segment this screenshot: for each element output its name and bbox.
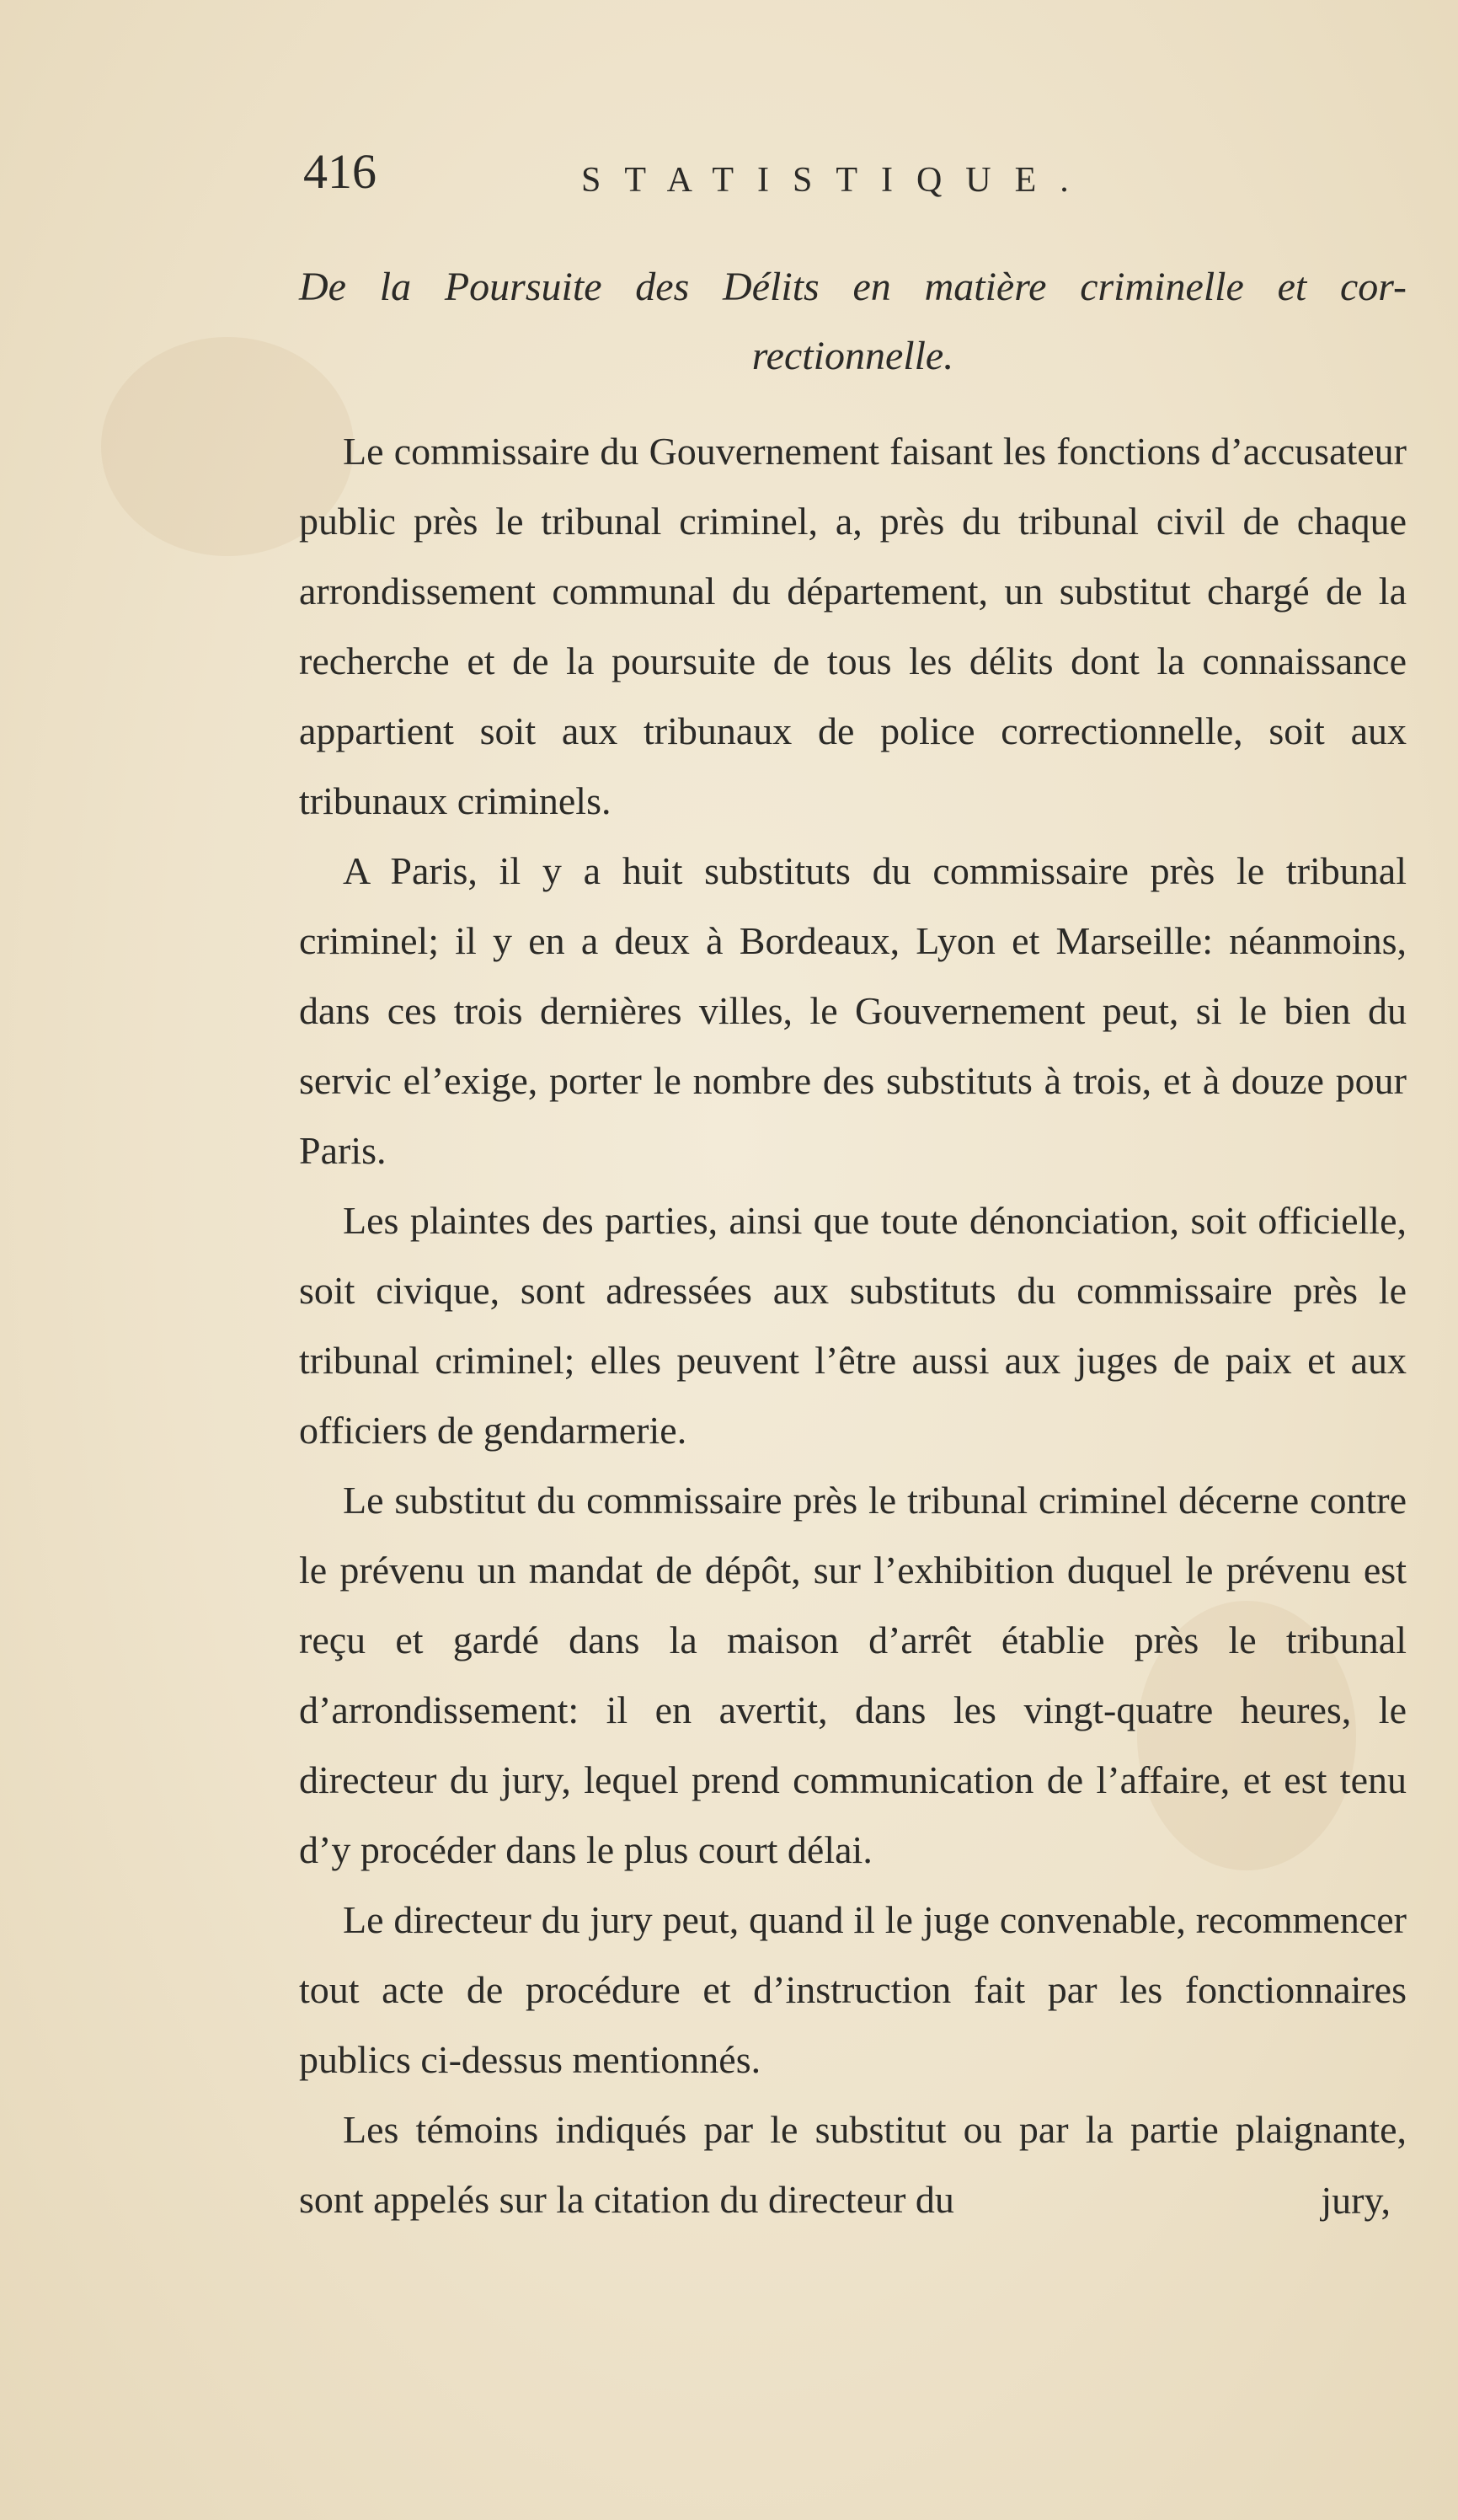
body-text <box>299 416 1407 2234</box>
paragraph: Les plaintes des parties, ainsi que toute dénonciation, soit officielle, soit civique, sont adressées aux substituts du commissaire près le tribunal criminel; elles peuvent l’être aussi aux juges de paix et aux officiers de gendarmerie. <box>299 1199 1407 1452</box>
section-title: De la Poursuite des Délits en matière criminelle et cor- rectionnelle. <box>299 265 1407 378</box>
paragraph: Les témoins indiqués par le substitut ou par la partie plaignante, sont appelés sur la citation du directeur du <box>299 2108 1407 2221</box>
paragraph: A Paris, il y a huit substituts du commissaire près le tribunal criminel; il y en a deux à Bordeaux, Lyon et Marseille: néanmoins, dans ces trois dernières villes, le Gouvernement peut, si le bien du servic el’exige, porter le nombre des substituts à trois, et à douze pour Paris. <box>299 849 1407 1172</box>
page-header <box>303 135 1398 211</box>
paragraph: Le commissaire du Gouvernement faisant les fonctions d’accusateur public près le tribunal criminel, a, près du tribunal civil de chaque arrondissement communal du département, un substitut chargé de la recherche et de la poursuite de tous les délits dont la connaissance appartient soit aux tribunaux de police correctionnelle, soit aux tribunaux criminels. <box>299 430 1407 822</box>
paragraph: Le directeur du jury peut, quand il le juge convenable, recommencer tout acte de procédure et d’instruction fait par les fonctionnaires publics ci-dessus mentionnés. <box>299 1898 1407 2081</box>
page-number: 416 <box>303 144 377 199</box>
running-head: STATISTIQUE. <box>581 161 1092 200</box>
paragraph: Le substitut du commissaire près le tribunal criminel décerne contre le prévenu un mandat de dépôt, sur l’exhibition duquel le prévenu est reçu et gardé dans la maison d’arrêt établie près le tribunal d’arrondissement: il en avertit, dans les vingt-quatre heures, le directeur du jury, lequel prend communication de l’affaire, et est tenu d’y procéder dans le plus court délai. <box>299 1479 1407 1871</box>
catchword: jury, <box>1321 2179 1391 2222</box>
